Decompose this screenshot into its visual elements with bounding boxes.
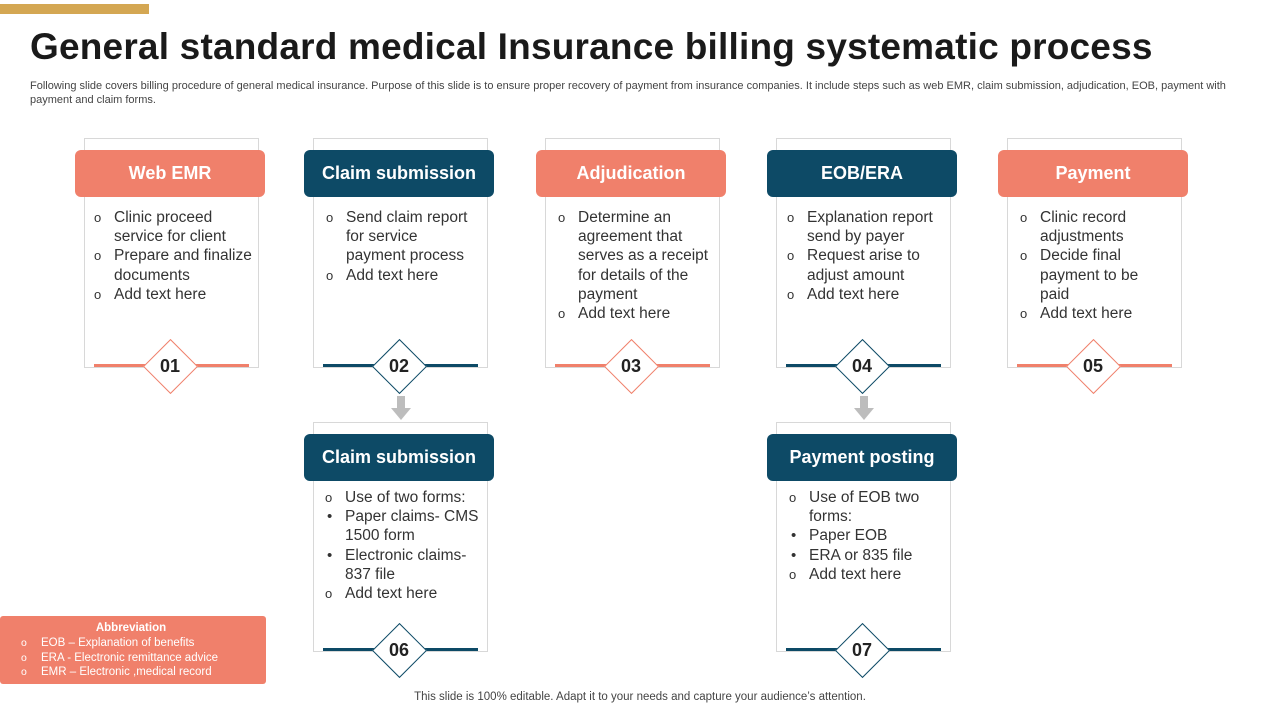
- step-items-06: [325, 488, 483, 603]
- list-item: o EOB – Explanation of benefits: [21, 636, 218, 651]
- step-heading-06: Claim submission: [304, 434, 494, 481]
- list-item: o Prepare and finalize documents: [94, 246, 254, 284]
- step-items-02: [326, 208, 481, 285]
- list-item: o Use of EOB two forms:: [789, 488, 947, 526]
- list-item: o Use of two forms:: [325, 488, 483, 507]
- list-item: o Clinic record adjustments: [1020, 208, 1170, 246]
- step-items-03: [558, 208, 710, 323]
- list-item: • Paper claims- CMS 1500 form: [325, 507, 483, 545]
- list-item: • ERA or 835 file: [789, 546, 947, 565]
- step-heading-04: EOB/ERA: [767, 150, 957, 197]
- abbreviation-list: [21, 636, 218, 680]
- list-item: o Request arise to adjust amount: [787, 246, 949, 284]
- list-item: o EMR – Electronic ,medical record: [21, 665, 218, 680]
- list-item: o Add text here: [325, 584, 483, 603]
- list-item: o Add text here: [558, 304, 710, 323]
- top-accent-bar: [0, 4, 149, 14]
- step-number-01: 01: [159, 355, 181, 376]
- step-number-05: 05: [1082, 355, 1104, 376]
- arrow-down-icon: [854, 396, 874, 420]
- step-number-07: 07: [851, 639, 873, 660]
- list-item: o Explanation report send by payer: [787, 208, 949, 246]
- step-items-07: [789, 488, 947, 584]
- step-heading-03: Adjudication: [536, 150, 726, 197]
- abbreviation-box: [0, 616, 266, 684]
- list-item: o Add text here: [326, 266, 481, 285]
- page-title: General standard medical Insurance billing systematic process: [30, 26, 1153, 67]
- list-item: o Decide final payment to be paid: [1020, 246, 1170, 304]
- arrow-down-icon: [391, 396, 411, 420]
- step-number-04: 04: [851, 355, 873, 376]
- step-heading-07: Payment posting: [767, 434, 957, 481]
- step-items-01: [94, 208, 254, 304]
- list-item: o Add text here: [789, 565, 947, 584]
- list-item: • Electronic claims- 837 file: [325, 546, 483, 584]
- list-item: o Add text here: [787, 285, 949, 304]
- abbreviation-title: Abbreviation: [95, 622, 167, 634]
- step-heading-01: Web EMR: [75, 150, 265, 197]
- list-item: o Clinic proceed service for client: [94, 208, 254, 246]
- step-number-02: 02: [388, 355, 410, 376]
- list-item: o Determine an agreement that serves as a receipt for details of the payment: [558, 208, 710, 304]
- list-item: o ERA - Electronic remittance advice: [21, 651, 218, 666]
- step-items-05: [1020, 208, 1170, 323]
- list-item: o Add text here: [1020, 304, 1170, 323]
- step-number-06: 06: [388, 639, 410, 660]
- footer-note: This slide is 100% editable. Adapt it to your needs and capture your audience’s attention.: [414, 691, 866, 703]
- list-item: o Add text here: [94, 285, 254, 304]
- list-item: • Paper EOB: [789, 526, 947, 545]
- list-item: o Send claim report for service payment process: [326, 208, 481, 266]
- step-number-03: 03: [620, 355, 642, 376]
- step-heading-02: Claim submission: [304, 150, 494, 197]
- step-heading-05: Payment: [998, 150, 1188, 197]
- step-items-04: [787, 208, 949, 304]
- page-subtitle: Following slide covers billing procedure of general medical insurance. Purpose of this slide is to ensure proper recovery of payment from insurance companies. It include steps such as web EMR, claim submission, adjudication, EOB, payment with payment and claim forms.: [30, 80, 1226, 106]
